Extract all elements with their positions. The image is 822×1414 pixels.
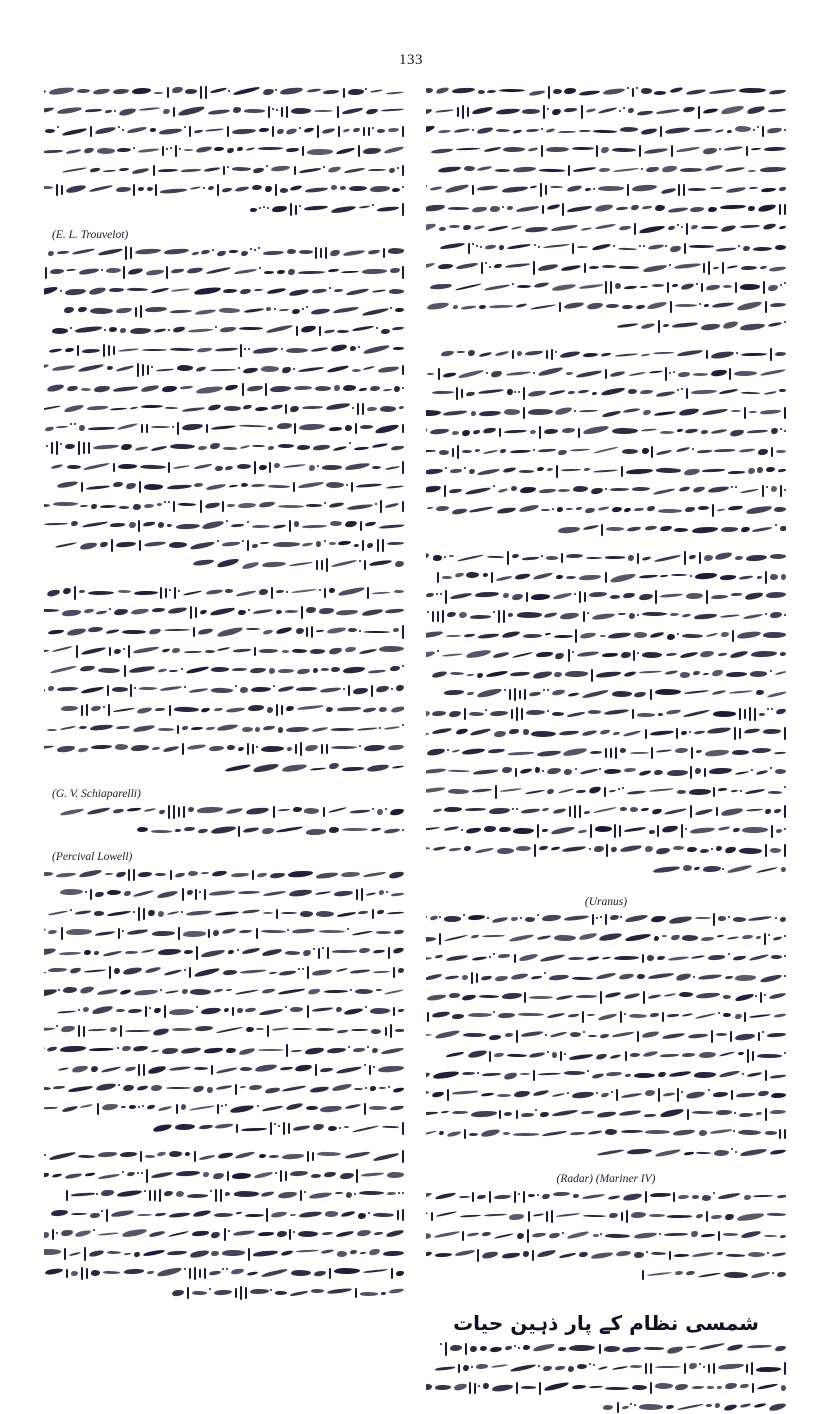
text-line (426, 123, 786, 138)
text-line (426, 201, 786, 216)
text-line (44, 925, 404, 940)
text-line (426, 989, 786, 1004)
text-line (426, 862, 786, 877)
text-line (44, 440, 404, 455)
text-line (426, 1048, 786, 1063)
text-line (44, 182, 404, 197)
column-left (44, 84, 404, 1039)
text-line (44, 1187, 404, 1202)
text-line (44, 459, 404, 474)
paragraph (426, 550, 786, 877)
text-line (44, 381, 404, 396)
text-line (44, 1148, 404, 1163)
text-line (426, 1208, 786, 1223)
text-line (426, 784, 786, 799)
text-line (426, 299, 786, 314)
text-line (44, 964, 404, 979)
text-line (44, 201, 404, 216)
paragraph (426, 1341, 786, 1414)
text-line (426, 745, 786, 760)
paragraph (44, 804, 404, 839)
latin-annotation: (G. V. Schiaparelli) (44, 784, 404, 799)
paragraph (426, 1189, 786, 1282)
text-line (426, 260, 786, 275)
text-line (44, 906, 404, 921)
text-line (44, 245, 404, 260)
text-line (426, 318, 786, 333)
text-line (44, 518, 404, 533)
text-line (44, 1042, 404, 1057)
text-line (426, 1267, 786, 1282)
text-line (44, 123, 404, 138)
latin-annotation: (Radar) (Mariner IV) (426, 1169, 786, 1184)
text-line (44, 585, 404, 600)
text-line (426, 950, 786, 965)
column-right (426, 84, 786, 1039)
text-line (44, 721, 404, 736)
text-line (44, 264, 404, 279)
text-line (426, 522, 786, 537)
text-line (44, 104, 404, 119)
text-line (44, 1023, 404, 1038)
paragraph (426, 346, 786, 537)
text-line (44, 867, 404, 882)
two-column-body (44, 84, 786, 1039)
text-line (44, 84, 404, 99)
text-line (44, 420, 404, 435)
paragraph (44, 1148, 404, 1300)
text-line (44, 886, 404, 901)
text-line (426, 1189, 786, 1204)
text-line (426, 463, 786, 478)
text-line (426, 221, 786, 236)
text-line (44, 498, 404, 513)
text-line (44, 1101, 404, 1116)
text-line (426, 366, 786, 381)
text-line (426, 706, 786, 721)
text-line (44, 162, 404, 177)
paragraph (44, 867, 404, 1136)
text-line (426, 725, 786, 740)
text-line (426, 589, 786, 604)
text-line (426, 1126, 786, 1141)
text-line (426, 970, 786, 985)
latin-annotation: (Percival Lowell) (44, 847, 404, 862)
text-line (426, 842, 786, 857)
text-line (44, 401, 404, 416)
latin-annotation: (E. L. Trouvelot) (44, 225, 404, 240)
text-line (426, 182, 786, 197)
section-heading: شمسی نظام کے پار ذہین حیات (426, 1311, 786, 1335)
text-line (426, 931, 786, 946)
text-line (426, 1009, 786, 1024)
text-line (426, 84, 786, 99)
text-line (44, 537, 404, 552)
text-line (44, 323, 404, 338)
paragraph (426, 84, 786, 333)
text-line (426, 1028, 786, 1043)
text-line (44, 303, 404, 318)
text-line (44, 804, 404, 819)
text-line (426, 686, 786, 701)
text-line (426, 483, 786, 498)
text-line (426, 424, 786, 439)
latin-annotation: (Uranus) (426, 892, 786, 907)
text-line (426, 1228, 786, 1243)
text-line (44, 1168, 404, 1183)
text-line (44, 1207, 404, 1222)
text-line (426, 502, 786, 517)
text-line (426, 1106, 786, 1121)
text-line (426, 1360, 786, 1375)
text-line (44, 984, 404, 999)
text-line (44, 1285, 404, 1300)
text-line (426, 911, 786, 926)
text-line (426, 569, 786, 584)
text-line (426, 346, 786, 361)
text-line (44, 760, 404, 775)
text-line (44, 557, 404, 572)
text-line (44, 1081, 404, 1096)
text-line (44, 479, 404, 494)
text-line (44, 624, 404, 639)
text-line (44, 1226, 404, 1241)
text-line (426, 550, 786, 565)
text-line (426, 405, 786, 420)
text-line (426, 444, 786, 459)
text-line (44, 1120, 404, 1135)
text-line (426, 1341, 786, 1356)
text-line (44, 284, 404, 299)
text-line (426, 1380, 786, 1395)
text-line (44, 682, 404, 697)
text-line (44, 945, 404, 960)
text-line (426, 104, 786, 119)
paragraph (426, 911, 786, 1160)
text-line (426, 628, 786, 643)
text-line (426, 240, 786, 255)
text-line (44, 741, 404, 756)
text-line (44, 342, 404, 357)
text-line (44, 604, 404, 619)
text-line (44, 362, 404, 377)
text-line (44, 143, 404, 158)
text-line (426, 608, 786, 623)
text-line (426, 764, 786, 779)
text-line (44, 663, 404, 678)
text-line (426, 823, 786, 838)
text-line (426, 1247, 786, 1262)
text-line (44, 1265, 404, 1280)
text-line (44, 643, 404, 658)
text-line (426, 279, 786, 294)
text-line (426, 647, 786, 662)
paragraph (44, 84, 404, 216)
text-line (426, 162, 786, 177)
text-line (44, 1246, 404, 1261)
page-number: 133 (0, 52, 822, 69)
text-line (426, 667, 786, 682)
text-line (426, 1087, 786, 1102)
paragraph (44, 585, 404, 776)
text-line (426, 143, 786, 158)
spacer (426, 1291, 786, 1297)
text-line (426, 1145, 786, 1160)
text-line (44, 1003, 404, 1018)
text-line (44, 702, 404, 717)
text-line (426, 1399, 786, 1414)
paragraph (44, 245, 404, 572)
text-line (44, 1062, 404, 1077)
text-line (426, 803, 786, 818)
text-line (426, 385, 786, 400)
text-line (44, 823, 404, 838)
